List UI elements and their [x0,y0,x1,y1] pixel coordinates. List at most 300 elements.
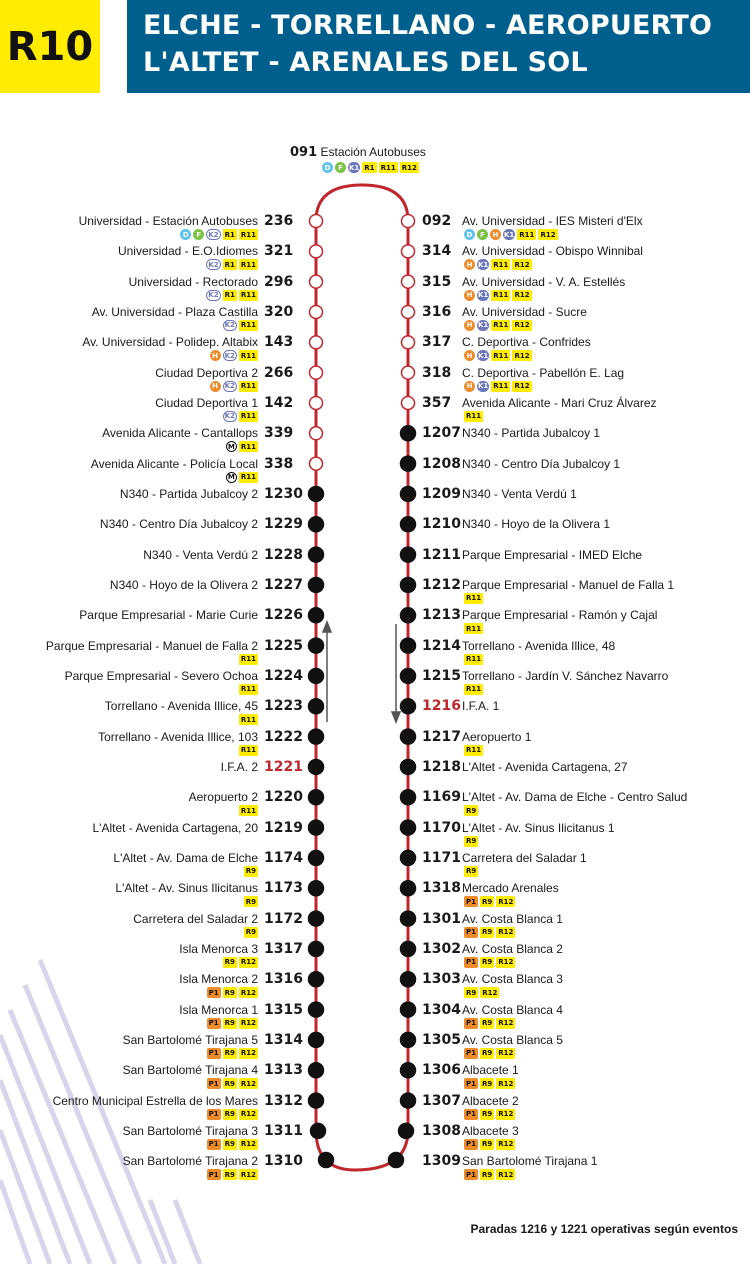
stop-connections [464,411,657,424]
line-badge-p1: P1 [466,928,477,937]
stop-1209[interactable] [422,486,577,516]
stop-marker-338[interactable] [310,457,323,470]
stop-1214[interactable] [422,638,615,668]
stop-marker-1312[interactable] [309,1093,324,1108]
stop-1217[interactable] [422,729,531,759]
stop-marker-142[interactable] [310,396,323,409]
stop-number: 1315 [264,1001,303,1018]
stop-number: 1218 [422,758,461,775]
stop-connections [464,1048,563,1061]
stop-number: 092 [422,213,452,229]
stop-1306[interactable] [422,1062,519,1092]
line-badge-r11: R11 [240,442,256,451]
stop-320[interactable] [92,304,300,334]
stop-marker-1208[interactable] [401,456,416,471]
stop-name: Ciudad Deportiva 1 [155,395,258,410]
stop-name: N340 - Centro Día Jubalcoy 2 [99,517,258,532]
line-badge-r11: R11 [466,412,482,421]
stop-connections [123,1139,258,1152]
stop-name: N340 - Partida Jubalcoy 1 [462,426,601,441]
line-badge-m: M [226,472,237,483]
stop-number: 1309 [422,1153,461,1170]
stop-marker-1317[interactable] [309,941,324,956]
stop-143[interactable] [82,334,300,364]
stop-317[interactable] [422,334,591,364]
stop-name: Universidad - E.O.Idiomes [117,244,258,259]
stop-name: Av. Universidad - V. A. Estellés [462,274,626,289]
stop-marker-1221[interactable] [309,759,324,774]
stop-connections [65,684,258,697]
stop-1221[interactable] [220,758,303,789]
stop-name: Albacete 3 [462,1123,519,1138]
stop-marker-1305[interactable] [401,1032,416,1047]
stop-1211[interactable] [422,547,642,577]
stop-number: 317 [422,334,452,351]
stop-connections [464,1078,519,1091]
stop-name: L'Altet - Av. Dama de Elche - Centro Salud [462,790,688,805]
stop-315[interactable] [422,274,625,304]
line-badge-k2: K2 [224,321,235,330]
stop-357[interactable] [422,395,657,425]
stop-marker-1219[interactable] [309,820,324,835]
stop-marker-092[interactable] [402,215,415,228]
stop-marker-320[interactable] [310,305,323,318]
stop-connections [98,745,258,758]
top-stop-connections [322,162,419,173]
stop-marker-296[interactable] [310,275,323,288]
line-badge-k2: K2 [224,382,235,391]
line-badge-r9: R9 [482,1019,493,1028]
line-badge-k1: K1 [349,163,360,172]
line-badge-r12: R12 [498,1140,514,1149]
stop-marker-1306[interactable] [401,1063,416,1078]
stop-1230[interactable] [119,485,303,516]
stop-number: 1316 [264,971,303,988]
stop-marker-1174[interactable] [309,850,324,865]
line-badge-r9: R9 [224,1170,235,1179]
stop-1227[interactable] [109,576,303,607]
line-badge-r9: R9 [482,1140,493,1149]
stop-name: Parque Empresarial - Ramón y Cajal [462,608,658,623]
line-badge-r9: R9 [466,988,477,997]
stop-1315[interactable] [179,1001,303,1032]
stop-name: C. Deportiva - Confrides [462,335,591,350]
stop-number: 1229 [264,516,303,533]
stop-number: 357 [422,394,452,411]
line-badge-r11: R11 [466,594,482,603]
stop-316[interactable] [422,304,587,334]
line-badge-r9: R9 [466,867,477,876]
line-badge-r1: R1 [224,230,235,239]
stop-connections [464,896,559,909]
stop-marker-1216[interactable] [401,699,416,714]
stop-marker-318[interactable] [402,366,415,379]
line-badge-r9: R9 [224,1079,235,1088]
stop-number: 1170 [422,819,461,836]
stop-connections [115,896,258,909]
line-badge-r12: R12 [498,1019,514,1028]
stop-name: San Bartolomé Tirajana 4 [122,1063,258,1078]
line-badge-f: F [193,229,204,240]
stop-name: Av. Universidad - Polidep. Altabix [82,335,258,350]
stop-marker-1223[interactable] [309,699,324,714]
stop-1173[interactable] [115,880,303,910]
stop-number: 1314 [264,1031,303,1048]
line-badge-d: D [464,229,475,240]
line-badge-r12: R12 [498,1079,514,1088]
line-badge-k2: K2 [224,351,235,360]
line-badge-r12: R12 [240,988,256,997]
stop-1308[interactable] [422,1123,519,1153]
stop-connections [46,654,258,667]
stop-name: Estación Autobuses [320,145,426,159]
stop-number: 1216 [422,698,461,715]
line-badge-p1: P1 [208,988,219,997]
line-badge-r9: R9 [245,867,256,876]
stop-marker-315[interactable] [402,275,415,288]
stop-1229[interactable] [99,516,303,546]
line-badge-r12: R12 [498,928,514,937]
stop-marker-1314[interactable] [309,1032,324,1047]
line-badge-h: H [464,290,475,301]
stop-marker-1217[interactable] [401,729,416,744]
stop-connections [464,1018,563,1031]
stop-name: Av. Universidad - Plaza Castilla [91,304,258,319]
stop-number: 1226 [264,607,303,624]
stop-marker-1214[interactable] [401,638,416,653]
stop-1226[interactable] [79,607,303,637]
stop-connections [464,684,668,697]
line-badge-r11: R11 [519,230,535,239]
line-badge-p1: P1 [208,1019,219,1028]
stop-marker-1220[interactable] [309,790,324,805]
stop-marker-1303[interactable] [401,972,416,987]
stop-name: Isla Menorca 1 [179,1002,258,1017]
stop-name: Av. Universidad - Obispo Winnibal [462,244,643,259]
stop-1215[interactable] [422,668,668,698]
stop-1313[interactable] [122,1062,303,1092]
stop-318[interactable] [422,365,624,395]
stop-marker-1171[interactable] [401,850,416,865]
line-badge-r12: R12 [240,1079,256,1088]
stop-1174[interactable] [113,849,303,880]
line-badge-r9: R9 [482,1170,493,1179]
stop-marker-317[interactable] [402,336,415,349]
stop-marker-339[interactable] [310,427,323,440]
stop-number: 1222 [264,728,303,745]
line-badge-h: H [464,350,475,361]
stop-142[interactable] [155,395,300,425]
stop-name: L'Altet - Av. Sinus Ilicitanus 1 [462,820,615,835]
stop-marker-1210[interactable] [401,517,416,532]
line-badge-p1: P1 [208,1110,219,1119]
stop-connections [123,1078,258,1091]
stop-marker-1225[interactable] [309,638,324,653]
stop-marker-1313[interactable] [309,1063,324,1078]
line-badge-k2: K2 [208,230,219,239]
line-badge-p1: P1 [466,1049,477,1058]
route-loop-line [316,185,408,1170]
stop-number: 338 [264,455,294,472]
stop-number: 091 [290,145,318,160]
stop-1224[interactable] [64,667,303,698]
stop-1307[interactable] [422,1093,519,1123]
stop-marker-1310[interactable] [319,1153,334,1168]
stop-marker-266[interactable] [310,366,323,379]
stop-marker-357[interactable] [402,396,415,409]
stop-connections [464,229,643,242]
stop-marker-1173[interactable] [309,881,324,896]
stop-number: 143 [264,334,294,351]
stop-1170[interactable] [422,820,615,850]
stop-marker-1316[interactable] [309,972,324,987]
stop-marker-1315[interactable] [309,1002,324,1017]
stop-marker-1222[interactable] [309,729,324,744]
stop-1303[interactable] [422,971,563,1001]
stop-1317[interactable] [179,940,303,971]
line-badge-r9: R9 [224,1049,235,1058]
stop-name: N340 - Venta Verdú 1 [462,486,577,501]
stop-marker-1229[interactable] [309,517,324,532]
top-stop-terminal[interactable] [290,145,426,160]
stop-connections [464,1139,519,1152]
stop-338[interactable] [91,456,300,486]
stop-number: 1215 [422,667,461,684]
stop-name: Ciudad Deportiva 2 [155,365,258,380]
stop-1309[interactable] [422,1153,597,1183]
line-badge-r12: R12 [514,351,530,360]
stop-number: 1317 [264,940,303,957]
line-badge-r12: R12 [482,988,498,997]
stop-1304[interactable] [422,1002,563,1032]
line-badge-p1: P1 [466,1079,477,1088]
stop-connections [105,714,258,727]
stop-name: Av. Costa Blanca 3 [462,972,563,987]
stop-name: Av. Costa Blanca 1 [462,911,563,926]
stop-marker-1211[interactable] [401,547,416,562]
stop-1311[interactable] [122,1122,303,1153]
stop-name: San Bartolomé Tirajana 2 [122,1154,258,1169]
stop-1305[interactable] [422,1032,563,1062]
line-badge-r9: R9 [482,1110,493,1119]
stop-1302[interactable] [422,941,563,971]
stop-marker-1228[interactable] [309,547,324,562]
stop-1171[interactable] [422,850,587,880]
stop-1208[interactable] [422,456,620,486]
stop-marker-1318[interactable] [401,881,416,896]
stop-number: 1303 [422,971,461,988]
stop-marker-1218[interactable] [401,759,416,774]
stop-number: 1210 [422,516,461,533]
line-badge-r9: R9 [224,1140,235,1149]
stop-number: 1211 [422,546,461,563]
stop-name: Carretera del Saladar 1 [462,850,587,865]
stop-number: 1171 [422,849,461,866]
line-badge-r11: R11 [466,746,482,755]
line-badge-r11: R11 [466,624,482,633]
stop-name: Torrellano - Avenida Illice, 103 [98,729,258,744]
stop-number: 1318 [422,880,461,897]
event-stops-footnote: Paradas 1216 y 1221 operativas según eventos [470,1222,738,1236]
stop-connections [464,927,563,940]
stop-1310[interactable] [122,1153,303,1183]
stop-name: C. Deportiva - Pabellón E. Lag [462,365,625,380]
line-badge-r12: R12 [498,1049,514,1058]
line-badge-r11: R11 [240,715,256,724]
stop-marker-1170[interactable] [401,820,416,835]
stop-marker-1308[interactable] [399,1123,414,1138]
stop-connections [133,927,258,940]
stop-296[interactable] [129,274,300,304]
stop-marker-1226[interactable] [309,608,324,623]
stop-1207[interactable] [422,425,600,455]
line-badge-h: H [464,320,475,331]
line-badge-r11: R11 [240,746,256,755]
stop-number: 1230 [264,485,303,502]
stop-connections [53,1109,258,1122]
stop-connections [464,290,625,303]
stop-marker-1307[interactable] [401,1093,416,1108]
line-badge-r9: R9 [482,1049,493,1058]
line-badge-r12: R12 [240,958,256,967]
stop-name: Torrellano - Avenida Illice, 48 [462,638,616,653]
stop-marker-314[interactable] [402,245,415,258]
route-title-line-1: ELCHE - TORRELLANO - AEROPUERTO [143,10,713,41]
stop-1216[interactable] [422,698,499,728]
stop-number: 1172 [264,910,303,927]
stop-1218[interactable] [422,759,628,789]
stop-marker-1215[interactable] [401,668,416,683]
stop-1172[interactable] [133,910,303,941]
stop-321[interactable] [118,243,300,273]
stop-connections [464,836,615,849]
line-badge-k1: K1 [478,291,489,300]
stop-connections [113,866,258,879]
stop-connections [464,957,563,970]
stop-number: 1224 [264,667,303,684]
stop-marker-1172[interactable] [309,911,324,926]
line-badge-m: M [226,441,237,452]
stop-name: Mercado Arenales [462,881,559,896]
stop-marker-1302[interactable] [401,941,416,956]
stop-number: 1310 [264,1153,303,1170]
stop-1228[interactable] [143,546,303,577]
stop-marker-1227[interactable] [309,577,324,592]
stop-marker-1304[interactable] [401,1002,416,1017]
stop-connections [179,957,258,970]
stop-1220[interactable] [188,789,303,819]
stop-connections [91,472,258,485]
line-badge-r12: R12 [540,230,556,239]
stop-266[interactable] [155,365,300,395]
stop-marker-1230[interactable] [309,486,324,501]
stop-092[interactable] [422,213,643,243]
stop-name: N340 - Centro Día Jubalcoy 1 [462,456,621,471]
stop-name: San Bartolomé Tirajana 3 [122,1123,258,1138]
stop-connections [179,1018,258,1031]
stop-1312[interactable] [52,1092,303,1123]
direction-arrow-down [392,624,400,722]
stop-name: Torrellano - Avenida Illice, 45 [104,699,258,714]
line-badge-r11: R11 [240,321,256,330]
line-badge-p1: P1 [208,1049,219,1058]
stop-1316[interactable] [179,971,303,1001]
stop-number: 1223 [264,698,303,715]
line-badge-r12: R12 [514,321,530,330]
stop-marker-316[interactable] [402,305,415,318]
line-badge-p1: P1 [208,1170,219,1179]
line-badge-h: H [464,381,475,392]
stop-1314[interactable] [122,1031,303,1062]
stop-name: Av. Costa Blanca 2 [462,941,563,956]
stop-1225[interactable] [45,637,303,668]
line-badge-r11: R11 [240,230,256,239]
stop-connections [92,320,258,333]
line-badge-r12: R12 [498,958,514,967]
stop-marker-236[interactable] [310,215,323,228]
stop-1169[interactable] [422,789,687,819]
stop-marker-1207[interactable] [401,426,416,441]
stop-1210[interactable] [422,516,610,546]
stop-number: 1173 [264,880,303,897]
line-badge-h: H [210,350,221,361]
stop-1219[interactable] [92,819,303,850]
stop-connections [464,623,657,636]
stop-marker-1224[interactable] [309,668,324,683]
stop-marker-1311[interactable] [311,1123,326,1138]
stop-1318[interactable] [422,880,559,910]
stop-marker-321[interactable] [310,245,323,258]
stop-1222[interactable] [98,728,303,759]
stop-number: 339 [264,425,294,442]
stop-name: Torrellano - Jardín V. Sánchez Navarro [462,668,669,683]
stop-connections [155,411,258,424]
line-badge-r11: R11 [493,382,509,391]
stop-marker-1309[interactable] [389,1153,404,1168]
stop-marker-143[interactable] [310,336,323,349]
line-badge-r1: R1 [364,163,375,172]
line-badge-p1: P1 [466,1140,477,1149]
stop-name: L'Altet - Av. Dama de Elche [113,850,258,865]
stop-1213[interactable] [422,607,657,637]
stop-marker-1301[interactable] [401,911,416,926]
stop-314[interactable] [422,243,643,273]
stop-name: Parque Empresarial - Manuel de Falla 1 [462,577,675,592]
stop-236[interactable] [79,213,300,243]
line-badge-r11: R11 [240,291,256,300]
stop-connections [464,1109,519,1122]
line-badge-r1: R1 [224,260,235,269]
stop-1223[interactable] [104,698,303,728]
stop-1212[interactable] [422,577,674,607]
stop-number: 1302 [422,940,461,957]
line-badge-r12: R12 [240,1170,256,1179]
line-badge-r12: R12 [498,1170,514,1179]
stop-name: Av. Costa Blanca 4 [462,1002,563,1017]
line-badge-p1: P1 [466,1019,477,1028]
stop-marker-1169[interactable] [401,790,416,805]
stop-marker-1212[interactable] [401,577,416,592]
stop-marker-1213[interactable] [401,608,416,623]
stop-339[interactable] [102,425,300,455]
route-code: R10 [6,23,94,70]
line-badge-r9: R9 [245,897,256,906]
stop-1301[interactable] [422,911,563,941]
stop-connections [179,987,258,1000]
stop-number: 1227 [264,576,303,593]
stop-marker-1209[interactable] [401,486,416,501]
line-badge-r12: R12 [240,1110,256,1119]
